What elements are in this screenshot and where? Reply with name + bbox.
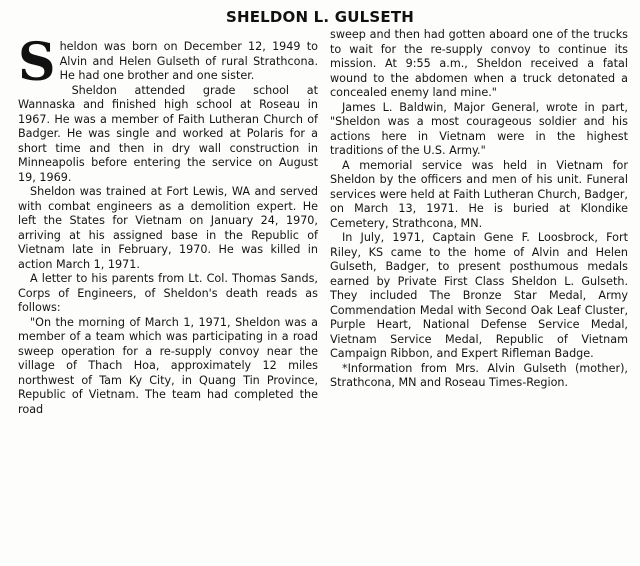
paragraph-2: Sheldon attended grade school at Wannaska and finished high school at Roseau in 1967. He was a member of Faith Lutheran Church of Badger. He was single and worked at Polaris for a short time and then in dry wall construction in Minneapolis before entering the service on August 19, 1969.: [18, 83, 318, 184]
paragraph-4: A letter to his parents from Lt. Col. Thomas Sands, Corps of Engineers, of Sheldon's death reads as follows:: [18, 272, 318, 314]
article-title: SHELDON L. GULSETH: [225, 8, 415, 26]
paragraph-3: Sheldon was trained at Fort Lewis, WA and served with combat engineers as a demolition expert. He left the States for Vietnam on January 24, 1970, arriving at his assigned base in the Republic of Vietnam late in February, 1970. He was killed in action March 1, 1971.: [18, 185, 318, 271]
paragraph-8: A memorial service was held in Vietnam for Sheldon by the officers and men of his unit. Funeral services were held at Faith Lutheran Church, Badger, on March 13, 1971. He is buried at Klondike Cemetery, Strathcona, MN.: [330, 158, 628, 230]
paragraph-5-quote: "On the morning of March 1, 1971, Sheldon was a member of a team which was participating in a road sweep operation for a re-supply convoy near the village of Thach Hoa, approximately 12 miles northwest of Tam Ky City, in Quang Tin Province, Republic of Vietnam. The team had completed the road: [18, 315, 318, 416]
paragraph-9: In July, 1971, Captain Gene F. Loosbrock, Fort Riley, KS came to the home of Alvin and Helen Gulseth, Badger, to present posthumous medals earned by Private First Class Sheldon L. Gulseth. They included The Bronze Star Medal, Army Commendation Medal with Second Oak Leaf Cluster, Purple Heart, National Defense Service Medal, Vietnam Service Medal, Republic of Vietnam Campaign Ribbon, and Expert Rifleman Badge.: [330, 231, 628, 360]
paragraph-7: James L. Baldwin, Major General, wrote in part, "Sheldon was a most courageous soldier and his actions here in Vietnam were in the highest traditions of the U.S. Army.": [330, 100, 628, 157]
paragraph-1-text: heldon was born on December 12, 1949 to Alvin and Helen Gulseth of rural Strathcona. He had one brother and one sister.: [59, 40, 318, 82]
right-column: [330, 28, 628, 391]
drop-cap: S: [18, 32, 56, 93]
left-column: [18, 32, 318, 417]
paragraph-6-quote-continued: sweep and then had gotten aboard one of the trucks to wait for the re-supply convoy to continue its mission. At 9:55 a.m., Sheldon received a fatal wound to the abdomen when a truck detonated a concealed enemy land mine.": [330, 28, 628, 99]
paragraph-10-source-note: *Information from Mrs. Alvin Gulseth (mother), Strathcona, MN and Roseau Times-Region.: [330, 361, 628, 389]
paragraph-1: [18, 32, 318, 93]
